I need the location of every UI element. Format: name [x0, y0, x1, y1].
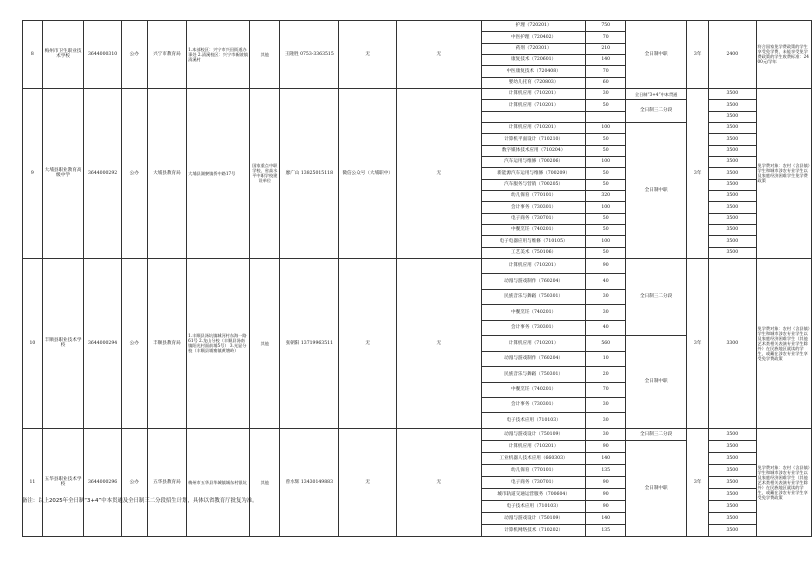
fee-remark: 免学费对象：农村（含县镇）学生和城市涉农专业学生以及家庭经济困难学生（其他艺术类相关表演专业学生除外）在民族地区就读的学生，或藏在涉农专业学生享受免学费政策 [756, 258, 812, 428]
major-name: 会计事务（730301） [481, 202, 586, 213]
major-name: 中餐烹饪（740201） [481, 224, 586, 235]
major-count: 30 [586, 397, 626, 412]
major-count: 100 [586, 122, 626, 133]
major-count: 50 [586, 145, 626, 156]
fee-remark: 免学费对象：农村（含县镇）学生和城市涉农专业学生以及家庭经济困难学生免学费政策 [756, 88, 812, 258]
major-count: 100 [586, 236, 626, 247]
major-count: 100 [586, 202, 626, 213]
major-name: 中医康复技术（720408） [481, 66, 586, 77]
study-years: 3年 [687, 258, 709, 428]
major-name: 计算机应用（710201） [481, 100, 586, 111]
study-form: 全日制中职 [625, 440, 686, 536]
school-other: 无 [396, 428, 481, 536]
major-count: 70 [586, 32, 626, 43]
tuition-fee: 3500 [709, 524, 756, 536]
school-address: 1.本部校区：兴宁市兴田街道办事处 2.清溪校区：兴宁市新陂镇清溪村 [187, 21, 250, 89]
table-row [23, 258, 812, 273]
school-code: 3644000310 [84, 21, 122, 89]
study-form: 全日制中职 [625, 122, 686, 258]
study-form: 全日制三二分段 [625, 258, 686, 335]
footnote: 备注：以上2025年全日制“3+4”中本贯通及全日制三二分段招生计划，具体以省教育厅批复为准。 [22, 498, 258, 504]
major-count: 70 [586, 382, 626, 397]
major-count: 50 [586, 134, 626, 145]
major-count: 140 [586, 54, 626, 65]
major-count: 30 [586, 413, 626, 428]
table-row [23, 88, 812, 99]
school-type: 公办 [121, 428, 147, 536]
school-type: 公办 [121, 258, 147, 428]
major-count: 50 [586, 247, 626, 258]
major-count: 90 [586, 440, 626, 452]
table-row [23, 428, 812, 440]
major-count: 100 [586, 156, 626, 167]
study-years: 3年 [687, 428, 709, 536]
school-other: 无 [396, 21, 481, 89]
tuition-fee: 3500 [709, 88, 756, 99]
major-name: 计算机平面设计（710210） [481, 134, 586, 145]
major-count: 40 [586, 320, 626, 335]
tuition-fee: 3500 [709, 428, 756, 440]
tuition-fee: 3500 [709, 179, 756, 190]
major-count: 90 [586, 488, 626, 500]
major-name: 动漫与游戏制作（760204） [481, 274, 586, 289]
major-name: 护理（720201） [481, 21, 586, 32]
school-authority: 大埔县教育局 [147, 88, 187, 258]
school-type: 公办 [121, 21, 147, 89]
major-name: 民族音乐与舞蹈（750301） [481, 289, 586, 304]
major-name: 电子电器应用与维修（710105） [481, 236, 586, 247]
major-name: 汽车运用与维修（700206） [481, 156, 586, 167]
major-name: 计算机网络技术（710202） [481, 524, 586, 536]
school-wechat: 微信公众号（大埔职中） [339, 88, 396, 258]
row-number: 8 [23, 21, 43, 89]
major-name: 工业机器人技术应用（660303） [481, 452, 586, 464]
major-count: 210 [586, 43, 626, 54]
school-address: 1.丰顺县汤坑镇城河村东海一路61号 2.龙山分校（丰顺县汤南镇阳光村面前埔5号） 3.光显分校（丰顺县埔寨镇黄塘岭） [187, 258, 250, 428]
major-name: 计算机应用（710201） [481, 122, 586, 133]
tuition-fee: 3500 [709, 122, 756, 133]
major-count: 60 [586, 77, 626, 88]
tuition-fee: 3500 [709, 440, 756, 452]
major-name: 康复技术（720601） [481, 54, 586, 65]
tuition-fee: 3500 [709, 168, 756, 179]
major-name: 中餐烹饪（740201） [481, 382, 586, 397]
major-count: 40 [586, 274, 626, 289]
tuition-fee: 3500 [709, 190, 756, 201]
fee-remark: 符合国家免学费政策的学生享受免学费，未能享受免学费政策的学生收费标准：2400元/学年 [756, 21, 812, 89]
tuition-fee: 2400 [709, 21, 756, 89]
major-count: 30 [586, 428, 626, 440]
major-name: 幼儿保育（770101） [481, 464, 586, 476]
study-form: 全日制三二分段 [625, 100, 686, 123]
major-count: 140 [586, 512, 626, 524]
school-code: 3644000294 [84, 258, 122, 428]
major-count: 135 [586, 464, 626, 476]
tuition-fee: 3500 [709, 134, 756, 145]
tuition-fee: 3500 [709, 236, 756, 247]
tuition-fee: 3300 [709, 258, 756, 428]
major-name: 幼儿保育（770101） [481, 190, 586, 201]
tuition-fee: 3500 [709, 476, 756, 488]
major-name: 电子商务（730701） [481, 476, 586, 488]
school-other: 无 [396, 258, 481, 428]
major-name: 汽车服务与营销（700205） [481, 179, 586, 190]
school-contact: 曾水辉 13430149883 [280, 428, 339, 536]
major-count: 320 [586, 190, 626, 201]
study-years: 3年 [687, 21, 709, 89]
major-name: 婴幼儿托育（720803） [481, 77, 586, 88]
major-count: 20 [586, 367, 626, 382]
study-form: 全日制中职 [625, 336, 686, 429]
school-authority: 丰顺县教育局 [147, 258, 187, 428]
school-code: 3644000292 [84, 88, 122, 258]
tuition-fee: 3500 [709, 488, 756, 500]
school-category: 国家重点中职学校、省高水平中职学校建设单位 [250, 88, 280, 258]
enrollment-table [22, 20, 812, 537]
major-name: 动漫与游戏设计（750109） [481, 512, 586, 524]
school-name: 丰顺县职业技术学校 [42, 258, 84, 428]
major-count: 135 [586, 524, 626, 536]
major-name: 计算机应用（710201） [481, 440, 586, 452]
major-name: 药剂（720301） [481, 43, 586, 54]
major-count: 50 [586, 213, 626, 224]
tuition-fee: 3500 [709, 145, 756, 156]
major-name [481, 111, 586, 122]
major-name: 中医护理（720402） [481, 32, 586, 43]
school-address: 大埔县湖寮镇侨中路17号 [187, 88, 250, 258]
school-contact: 廖广山 13825015118 [280, 88, 339, 258]
tuition-fee: 3500 [709, 213, 756, 224]
major-count: 30 [586, 305, 626, 320]
major-name: 新能源汽车运用与维修（700209） [481, 168, 586, 179]
major-count: 90 [586, 476, 626, 488]
tuition-fee: 3500 [709, 224, 756, 235]
major-name: 工艺美术（750106） [481, 247, 586, 258]
major-name: 会计事务（730301） [481, 320, 586, 335]
school-name: 梅州市卫生职业技术学校 [42, 21, 84, 89]
tuition-fee: 3500 [709, 100, 756, 111]
major-count: 50 [586, 224, 626, 235]
row-number: 11 [23, 428, 43, 536]
school-name: 五华县职业技术学校 [42, 428, 84, 536]
study-form: 全日制三二分段 [625, 428, 686, 440]
major-name: 电子技术应用（710103） [481, 500, 586, 512]
school-authority: 兴宁市教育局 [147, 21, 187, 89]
major-name: 计算机应用（710201） [481, 88, 586, 99]
school-other: 无 [396, 88, 481, 258]
study-form: 全日制“3+4”中本贯通 [625, 88, 686, 99]
school-category: 其他 [250, 258, 280, 428]
row-number: 9 [23, 88, 43, 258]
major-count: 50 [586, 179, 626, 190]
row-number: 10 [23, 258, 43, 428]
major-count: 50 [586, 100, 626, 111]
major-name: 城市轨道交通运营服务（700604） [481, 488, 586, 500]
major-count: 30 [586, 289, 626, 304]
major-name: 计算机应用（710201） [481, 258, 586, 273]
tuition-fee: 3500 [709, 111, 756, 122]
school-name: 大埔县职业教育高级中学 [42, 88, 84, 258]
major-name: 电子商务（730701） [481, 213, 586, 224]
tuition-fee: 3500 [709, 500, 756, 512]
school-address: 梅州市五华县华城镇城东村银坑 [187, 428, 250, 536]
school-authority: 五华县教育局 [147, 428, 187, 536]
table-row [23, 21, 812, 32]
major-count: 750 [586, 21, 626, 32]
major-count: 70 [586, 66, 626, 77]
major-count: 50 [586, 168, 626, 179]
school-category: 其他 [250, 21, 280, 89]
tuition-fee: 3500 [709, 512, 756, 524]
major-count: 90 [586, 258, 626, 273]
school-wechat: 无 [339, 258, 396, 428]
tuition-fee: 3500 [709, 452, 756, 464]
major-count [586, 111, 626, 122]
major-count: 140 [586, 452, 626, 464]
school-type: 公办 [121, 88, 147, 258]
major-count: 30 [586, 88, 626, 99]
major-name: 计算机应用（710201） [481, 336, 586, 351]
major-name: 数字媒体技术应用（710204） [481, 145, 586, 156]
major-count: 560 [586, 336, 626, 351]
major-name: 中餐烹饪（740201） [481, 305, 586, 320]
major-name: 电子技术应用（710103） [481, 413, 586, 428]
fee-remark: 免学费对象：农村（含县镇）学生和城市涉农专业学生以及家庭经济困难学生（其他艺术类相关表演专业学生除外）在民族地区就读的学生，或藏在涉农专业学生享受免学费政策 [756, 428, 812, 536]
school-category: 其他 [250, 428, 280, 536]
school-contact: 张朝阳 13719963511 [280, 258, 339, 428]
school-wechat: 无 [339, 21, 396, 89]
major-name: 动漫与游戏设计（750109） [481, 428, 586, 440]
tuition-fee: 3500 [709, 464, 756, 476]
school-wechat: 无 [339, 428, 396, 536]
major-name: 会计事务（730301） [481, 397, 586, 412]
tuition-fee: 3500 [709, 247, 756, 258]
school-code: 3644000296 [84, 428, 122, 536]
major-name: 动漫与游戏制作（760204） [481, 351, 586, 366]
major-name: 民族音乐与舞蹈（750301） [481, 367, 586, 382]
major-count: 10 [586, 351, 626, 366]
study-form: 全日制中职 [625, 21, 686, 89]
major-count: 90 [586, 500, 626, 512]
study-years: 3年 [687, 88, 709, 258]
tuition-fee: 3500 [709, 156, 756, 167]
tuition-fee: 3500 [709, 202, 756, 213]
enrollment-table-container [22, 20, 812, 537]
school-contact: 王隆胜 0753-3363515 [280, 21, 339, 89]
